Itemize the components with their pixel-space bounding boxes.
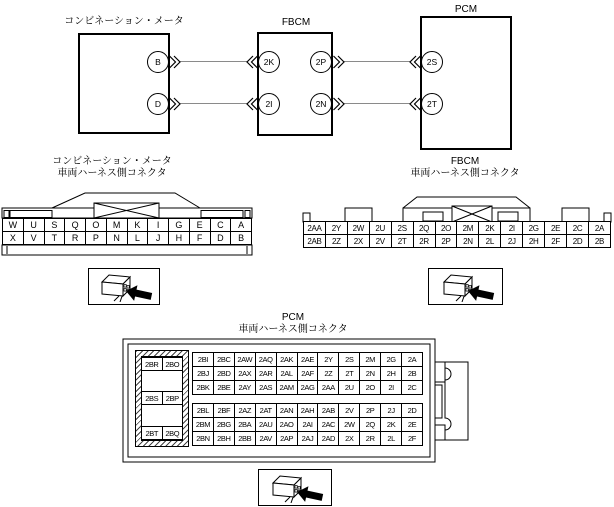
pin-cell: 2Q <box>360 417 381 432</box>
wire-2n-2t <box>344 103 410 104</box>
pin-cell: 2AD <box>318 431 339 446</box>
combo-connector-title-line1: コンビネーション・メータ <box>52 156 172 167</box>
pin-cell: 2O <box>360 380 381 395</box>
pin-cell: V <box>24 231 45 245</box>
pin-cell: 2T <box>339 366 360 381</box>
fbcm-connector-title-line1: FBCM <box>450 156 480 167</box>
pin-cell: 2AB <box>318 403 339 418</box>
pin-cell: 2AF <box>298 366 319 381</box>
blank-cell <box>141 404 183 427</box>
pin-cell: 2BT <box>141 426 163 440</box>
wire-b-2k <box>180 61 247 62</box>
combo-connector-row-2 <box>2 231 252 245</box>
pin-cell: 2BR <box>141 357 163 371</box>
pin-circle-2k: 2K <box>258 51 280 73</box>
combination-meter-title: コンビネーション・メータ <box>64 16 184 27</box>
pin-cell: N <box>107 231 128 245</box>
pin-cell: X <box>2 231 24 245</box>
pin-cell: 2AG <box>298 380 319 395</box>
pin-cell: L <box>128 231 149 245</box>
pcm-left-pair-top <box>141 357 183 371</box>
pin-cell: 2AE <box>298 352 319 367</box>
pcm-connector-title-line1: PCM <box>281 312 305 323</box>
pin-cell: 2O <box>436 221 458 235</box>
pin-cell: 2J <box>501 234 523 248</box>
pin-circle-2n: 2N <box>310 93 332 115</box>
pin-cell: 2E <box>545 221 567 235</box>
pcm-title: PCM <box>454 4 478 15</box>
pin-cell: 2P <box>436 234 458 248</box>
pin-cell: 2D <box>402 403 423 418</box>
pin-cell: 2H <box>523 234 545 248</box>
pin-cell: Q <box>65 218 86 232</box>
pin-cell: 2BD <box>214 366 235 381</box>
pin-cell: 2AY <box>235 380 256 395</box>
pin-cell: 2AX <box>235 366 256 381</box>
pin-cell: 2AU <box>256 417 277 432</box>
pin-cell: 2BF <box>214 403 235 418</box>
pin-circle-2s: 2S <box>421 51 443 73</box>
pin-cell: M <box>107 218 128 232</box>
pin-cell: 2BM <box>192 417 214 432</box>
pin-cell: 2F <box>402 431 423 446</box>
pin-cell: 2AV <box>256 431 277 446</box>
pin-cell: 2K <box>381 417 402 432</box>
pin-cell: P <box>86 231 107 245</box>
pin-cell: 2M <box>360 352 381 367</box>
pin-cell: 2BP <box>163 391 184 405</box>
pin-cell: 2AN <box>277 403 298 418</box>
pin-cell: D <box>211 231 232 245</box>
pin-cell: 2G <box>523 221 545 235</box>
pin-cell: 2L <box>479 234 501 248</box>
pin-cell: 2AB <box>303 234 326 248</box>
pin-cell: E <box>190 218 211 232</box>
fbcm-box <box>257 32 333 136</box>
connector-view-icon <box>263 473 327 503</box>
pin-cell: 2AA <box>318 380 339 395</box>
fbcm-connector-row-1 <box>303 221 611 235</box>
pcm-grid-row-4 <box>192 403 423 418</box>
pin-cell: 2S <box>339 352 360 367</box>
combo-connector-title-line2: 車両ハーネス側コネクタ <box>57 168 167 179</box>
pin-cell: W <box>2 218 24 232</box>
pcm-left-pair-middle <box>141 391 183 405</box>
pin-cell: 2BS <box>141 391 163 405</box>
pin-cell: G <box>169 218 190 232</box>
pin-circle-b: B <box>147 51 169 73</box>
pin-cell: I <box>148 218 169 232</box>
pin-cell: F <box>190 231 211 245</box>
pin-cell: 2AH <box>298 403 319 418</box>
pin-cell: 2D <box>567 234 589 248</box>
fbcm-connector-outline <box>303 197 611 222</box>
pin-cell: 2AQ <box>256 352 277 367</box>
pin-cell: 2I <box>381 380 402 395</box>
pcm-grid-row-3 <box>192 380 423 395</box>
pin-cell: 2I <box>501 221 523 235</box>
pin-cell: 2T <box>392 234 414 248</box>
pcm-grid-row-6 <box>192 431 423 446</box>
pin-cell: 2B <box>402 366 423 381</box>
pin-cell: 2Y <box>318 352 339 367</box>
pin-cell: 2AT <box>256 403 277 418</box>
pin-cell: 2BJ <box>192 366 214 381</box>
pin-cell: 2AR <box>256 366 277 381</box>
pin-cell: A <box>231 218 252 232</box>
pin-cell: 2H <box>381 366 402 381</box>
pin-cell: U <box>24 218 45 232</box>
pin-cell: 2P <box>360 403 381 418</box>
pin-cell: O <box>86 218 107 232</box>
pin-cell: 2BQ <box>163 426 184 440</box>
pin-cell: H <box>169 231 190 245</box>
pin-cell: 2J <box>381 403 402 418</box>
chevron-right-icon <box>332 97 345 111</box>
pin-cell: 2R <box>360 431 381 446</box>
combo-connector-row-1 <box>2 218 252 232</box>
pin-cell: 2V <box>339 403 360 418</box>
connector-view-icon-box <box>428 268 503 305</box>
pin-cell: 2AC <box>318 417 339 432</box>
pin-cell: 2W <box>339 417 360 432</box>
pin-cell: 2R <box>414 234 436 248</box>
chevron-right-icon <box>168 55 181 69</box>
pin-cell: 2AM <box>277 380 298 395</box>
pin-cell: 2A <box>589 221 611 235</box>
pin-cell: 2Q <box>414 221 436 235</box>
pin-cell: K <box>128 218 149 232</box>
pin-circle-2i: 2I <box>258 93 280 115</box>
pin-cell: 2X <box>348 234 370 248</box>
pin-cell: 2BA <box>235 417 256 432</box>
pin-cell: 2A <box>402 352 423 367</box>
pcm-connector-title-line2: 車両ハーネス側コネクタ <box>238 324 348 335</box>
pin-cell: 2BG <box>214 417 235 432</box>
pin-cell: 2AP <box>277 431 298 446</box>
blank-cell <box>141 370 183 392</box>
pin-cell: C <box>211 218 232 232</box>
fbcm-connector-row-2 <box>303 234 611 248</box>
pin-cell: T <box>45 231 66 245</box>
fbcm-connector-title-line2: 車両ハーネス側コネクタ <box>410 168 520 179</box>
chevron-right-icon <box>332 55 345 69</box>
pin-cell: 2N <box>457 234 479 248</box>
pin-cell: 2K <box>479 221 501 235</box>
pin-cell: 2BI <box>192 352 214 367</box>
pin-cell: 2G <box>381 352 402 367</box>
pin-cell: 2C <box>567 221 589 235</box>
pin-cell: 2AS <box>256 380 277 395</box>
pcm-box <box>420 16 512 150</box>
combination-meter-box <box>78 33 170 134</box>
connector-view-icon-box <box>88 268 160 305</box>
wire-d-2i <box>180 103 247 104</box>
pin-cell: 2V <box>370 234 392 248</box>
pin-cell: B <box>231 231 252 245</box>
pin-cell: 2F <box>545 234 567 248</box>
fbcm-title: FBCM <box>281 17 311 28</box>
pcm-grid-row-2 <box>192 366 423 381</box>
pin-cell: 2AI <box>298 417 319 432</box>
connector-view-icon <box>92 272 156 302</box>
pin-cell: 2BO <box>163 357 184 371</box>
pin-cell: J <box>148 231 169 245</box>
pin-cell: 2U <box>339 380 360 395</box>
pin-cell: 2C <box>402 380 423 395</box>
pin-cell: 2AA <box>303 221 326 235</box>
pin-cell: 2BL <box>192 403 214 418</box>
connector-view-icon <box>434 272 498 302</box>
pin-circle-d: D <box>147 93 169 115</box>
pin-cell: 2BH <box>214 431 235 446</box>
pin-cell: 2BC <box>214 352 235 367</box>
connector-view-icon-box <box>258 469 332 506</box>
pin-cell: 2E <box>402 417 423 432</box>
pin-circle-2p: 2P <box>310 51 332 73</box>
pin-cell: 2AO <box>277 417 298 432</box>
pin-cell: 2BK <box>192 380 214 395</box>
pin-cell: 2B <box>589 234 611 248</box>
pin-cell: 2N <box>360 366 381 381</box>
pin-cell: 2X <box>339 431 360 446</box>
pin-cell: 2AL <box>277 366 298 381</box>
pin-cell: 2U <box>370 221 392 235</box>
pcm-grid-row-5 <box>192 417 423 432</box>
pcm-left-pair-bottom <box>141 426 183 440</box>
pin-cell: 2M <box>457 221 479 235</box>
pcm-grid-row-1 <box>192 352 423 367</box>
pin-cell: 2BE <box>214 380 235 395</box>
pin-cell: 2BB <box>235 431 256 446</box>
pin-cell: 2S <box>392 221 414 235</box>
pin-cell: 2AK <box>277 352 298 367</box>
wire-2p-2s <box>344 61 410 62</box>
pin-cell: S <box>45 218 66 232</box>
pin-cell: R <box>65 231 86 245</box>
pin-cell: 2Y <box>326 221 348 235</box>
pin-cell: 2Z <box>318 366 339 381</box>
pin-cell: 2Z <box>326 234 348 248</box>
pin-cell: 2W <box>348 221 370 235</box>
pin-cell: 2L <box>381 431 402 446</box>
chevron-right-icon <box>168 97 181 111</box>
pin-cell: 2AZ <box>235 403 256 418</box>
pin-cell: 2AW <box>235 352 256 367</box>
pin-circle-2t: 2T <box>421 93 443 115</box>
pin-cell: 2BN <box>192 431 214 446</box>
pin-cell: 2AJ <box>298 431 319 446</box>
